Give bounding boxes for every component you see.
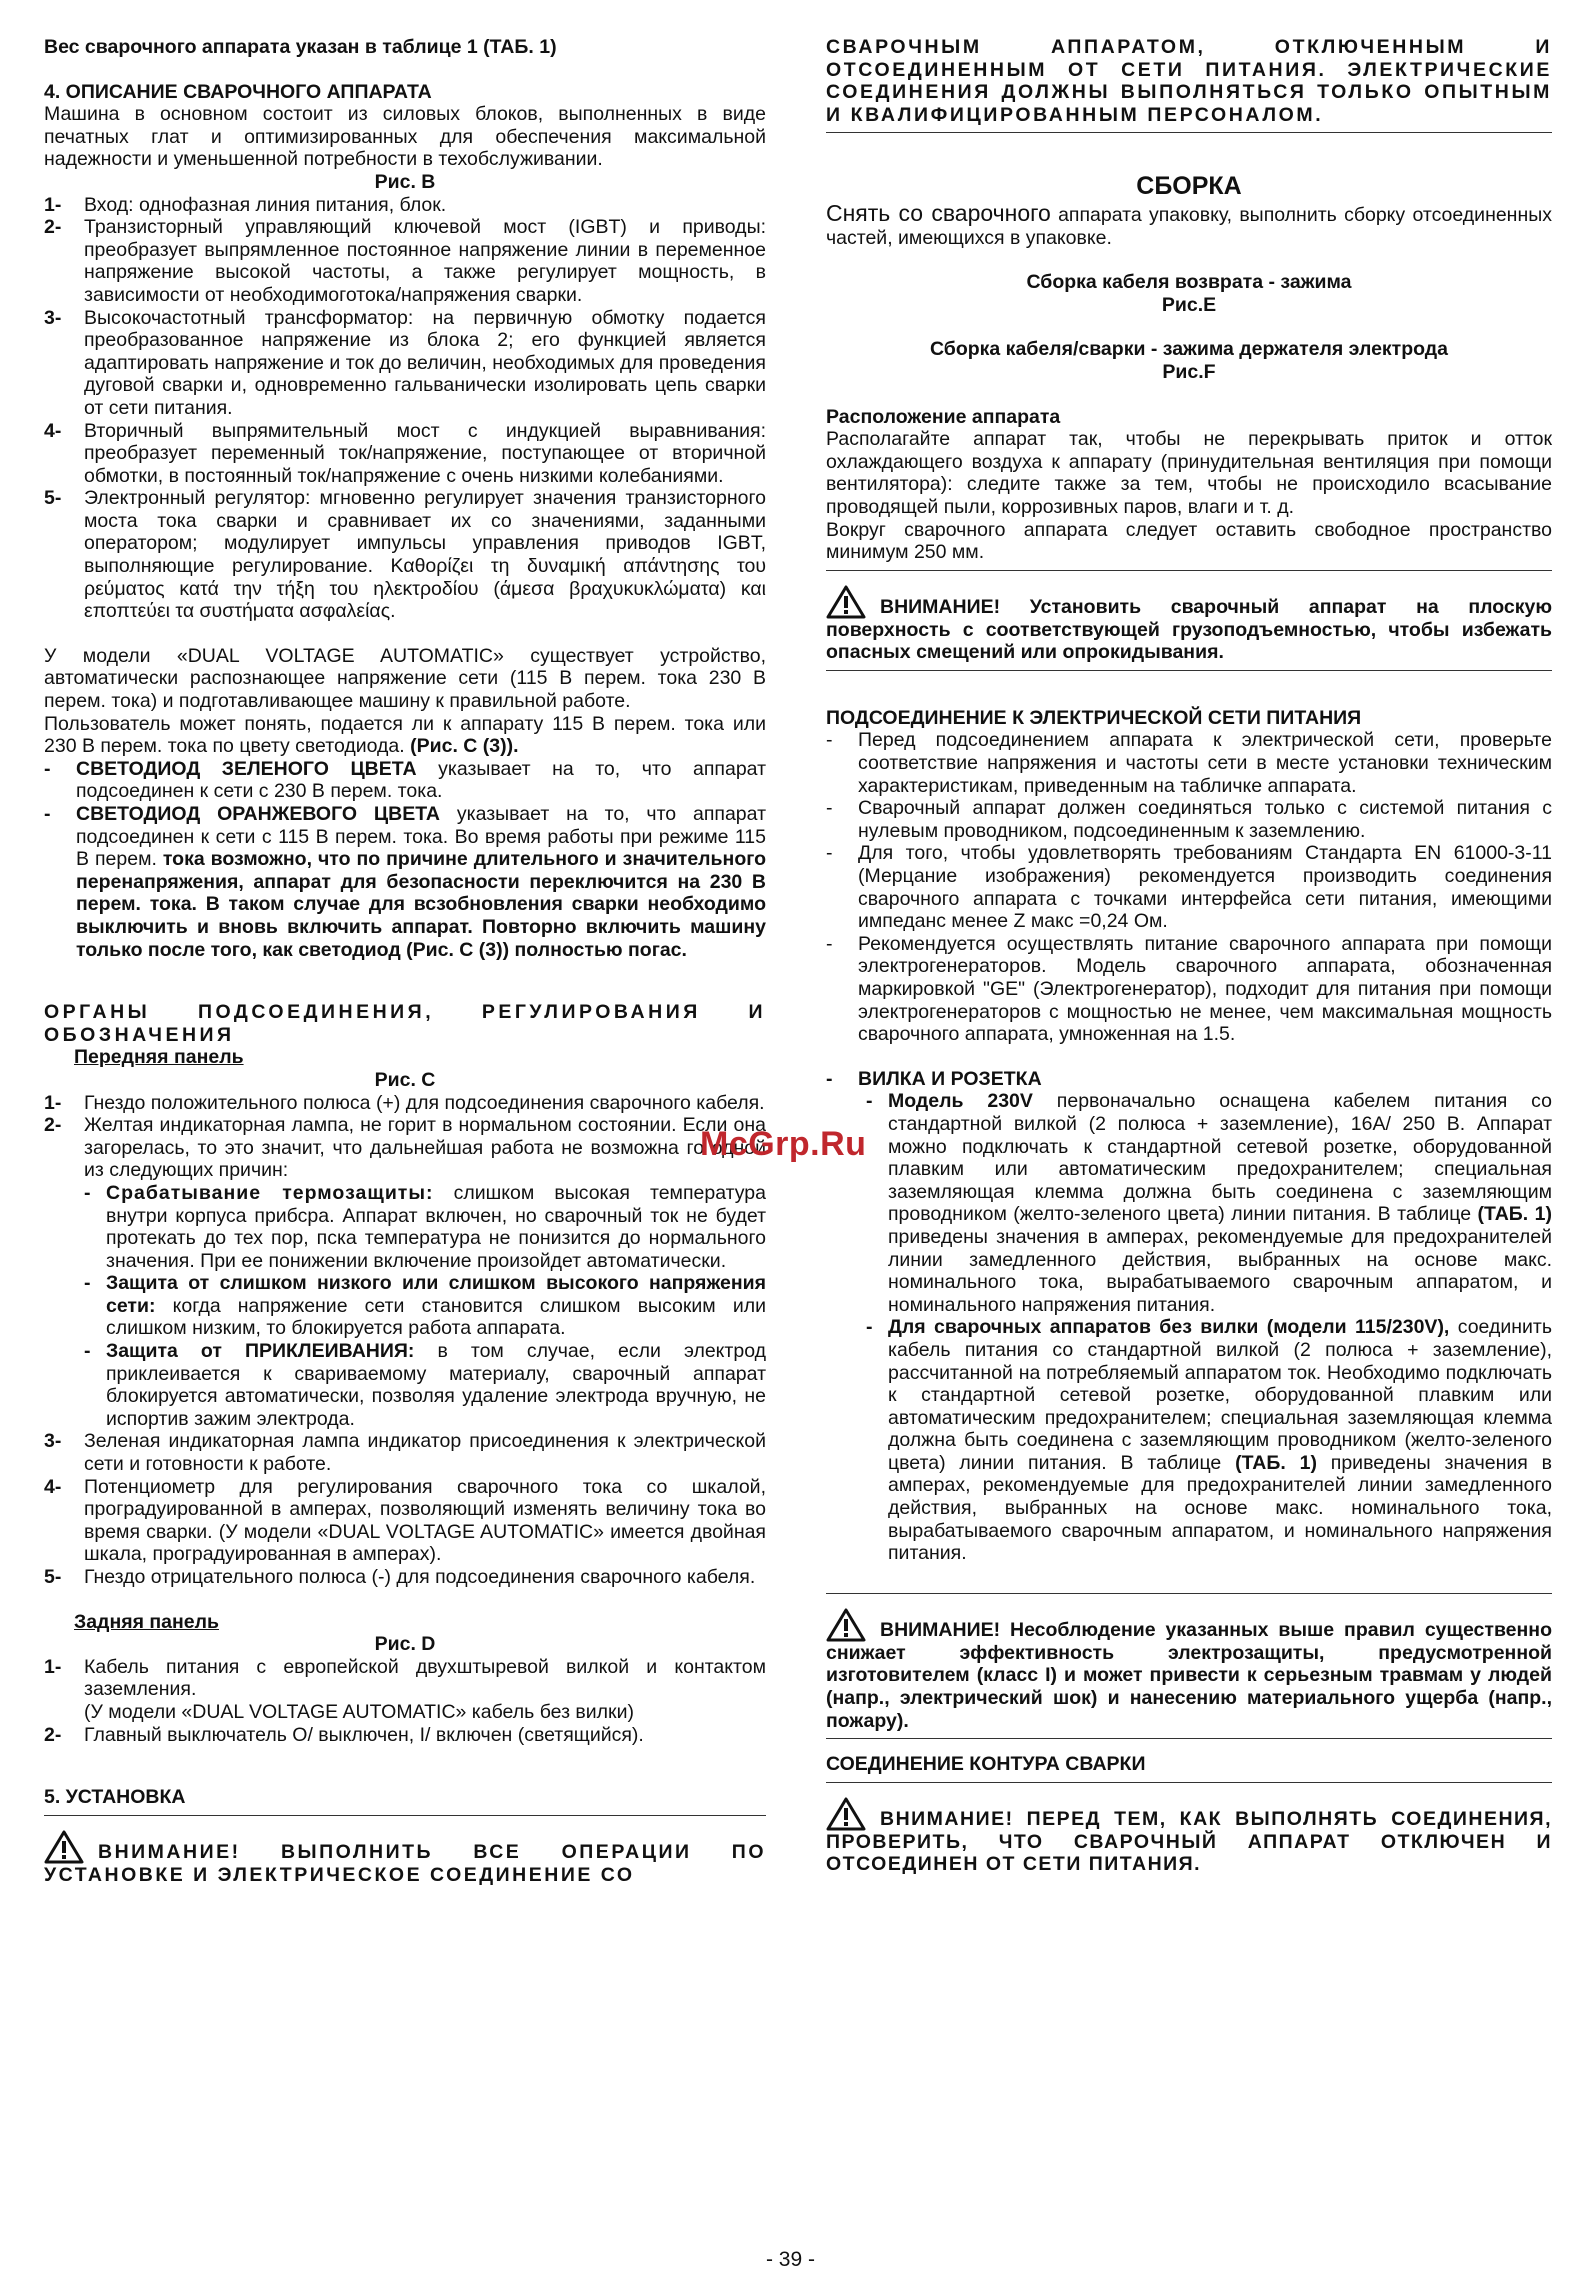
divider	[44, 1815, 766, 1816]
fig-b-item	[44, 216, 766, 306]
divider	[826, 1782, 1552, 1783]
fig-d-item-1: 1- Кабель питания с европейской двухштыревой вилкой и контактом заземления. (У модели «DUAL VOLTAGE AUTOMATIC» кабель без вилки)	[44, 1655, 766, 1723]
fig-c-item-4: 4- Потенциометр для регулирования сварочного тока со шкалой, проградуированной в амперах, позволяющий изменять величину тока во время сварки. (У модели «DUAL VOLTAGE AUTOMATIC» имеется двойная шкала, проградуированная в амперах).	[44, 1475, 766, 1566]
connection-item: - Перед подсоединением аппарата к электрической сети, проверьте соответствие напряжения и частоты сети в месте установки техническим характеристикам, приведенным на табличке аппарата.	[826, 729, 1552, 797]
plug-item-2: - Для сварочных аппаратов без вилки (модели 115/230V), соединить кабель питания со стандартной вилкой (2 полюса + заземление), рассчитанной на потребляемый аппаратом ток. Необходимо подключать к стандартной сетевой розетке, оборудованной плавким или автоматическим предохранителем; специальная заземляющая клемма должна быть соединена с заземляющим проводником (желто-зеленого цвета) линии питания. В таблице (ТАБ. 1) приведены значения в амперах, рекомендуемые для предохранителей линии замедленного действия, выбранных на основе макс. номинального тока, вырабатываемого сварочным аппаратом, и номинального напряжения питания.	[866, 1316, 1552, 1565]
organs-title: ОРГАНЫ ПОДСОЕДИНЕНИЯ, РЕГУЛИРОВАНИЯ И ОБОЗНАЧЕНИЯ	[44, 1001, 766, 1046]
divider	[826, 670, 1552, 671]
weld-circuit-title: СОЕДИНЕНИЕ КОНТУРА СВАРКИ	[826, 1753, 1146, 1776]
fig-b-item	[44, 420, 766, 488]
warning-icon	[826, 585, 866, 619]
user-led-text: Пользователь может понять, подается ли к аппарату 115 В перем. тока или 230 В перем. тока по цвету светодиода.	[44, 712, 766, 758]
return-cable-heading: Сборка кабеля возврата - зажима	[1026, 271, 1352, 294]
fig-c-item-5: 5- Гнездо отрицательного полюса (-) для подсоединения сварочного кабеля.	[44, 1566, 756, 1588]
connection-item: - Для того, чтобы удовлетворять требованиям Стандарта EN 61000-3-11 (Мерцание изображения) рекомендуется производить соединения сварочного аппарата с точками интерфейса сети питания, имеющими импеданс менее Z макс =0,24 Ом.	[826, 842, 1552, 933]
figure-e-label: Рис.E	[1161, 293, 1217, 316]
item-number: 4-	[44, 419, 62, 442]
user-led-paragraph	[44, 713, 766, 758]
user-led-figref: (Рис. C (3)).	[410, 735, 519, 758]
divider	[826, 1738, 1552, 1739]
assembly-title: СБОРКА	[1136, 172, 1242, 201]
section-4-intro: Машина в основном состоит из силовых блоков, выполненных в виде печатных глат и оптимизированных для обеспечения максимальной надежности и уменьшенной потребности в техобслуживании.	[44, 103, 766, 171]
power-connection-title: ПОДСОЕДИНЕНИЕ К ЭЛЕКТРИЧЕСКОЙ СЕТИ ПИТАНИЯ	[826, 706, 1362, 729]
safety-warning: ВНИМАНИЕ! Несоблюдение указанных выше правил существенно снижает эффективность электрозащиты, предусмотренной изготовителем (класс I) и может привести к серьезным травмам у людей (напр., электрический шок) и нанесению материального ущерба (напр., пожару).	[826, 1608, 1552, 1732]
warning-icon	[826, 1608, 866, 1642]
weight-note: Вес сварочного аппарата указан в таблице 1 (ТАБ. 1)	[44, 36, 557, 58]
section-4-title: 4. ОПИСАНИЕ СВАРОЧНОГО АППАРАТА	[44, 80, 432, 103]
figure-c-label: Рис. C	[374, 1068, 436, 1091]
placement-title: Расположение аппарата	[826, 405, 1061, 428]
connection-item-text: Сварочный аппарат должен соединяться только с системой питания с нулевым проводником, подсоединенным к заземлению.	[858, 797, 1552, 842]
watermark: McGrp.Ru	[700, 1125, 867, 1163]
surface-warning: ВНИМАНИЕ! Установить сварочный аппарат на плоскую поверхность с соответствующей грузоподъемностью, чтобы избежать опасных смещений или опрокидывания.	[826, 585, 1552, 664]
plug-title: ВИЛКА И РОЗЕТКА	[858, 1067, 1042, 1090]
fig-c-item-2c: - Защита от ПРИКЛЕИВАНИЯ: в том случае, если электрод приклеивается к свариваемому материалу, сварочный аппарат блокируется автоматически, позволяя удаление электрода вручную, не испортив зажим электрода.	[84, 1340, 767, 1430]
divider	[826, 570, 1552, 571]
placement-text: Располагайте аппарат так, чтобы не перекрывать приток и отток охлаждающего воздуха к аппарату (принудительная вентиляция при помощи вентилятора): следите также за тем, чтобы не происходило всасывание проводящей пыли, коррозивных паров, влаги и т. д.	[826, 428, 1552, 518]
plug-item-1: - Модель 230V первоначально оснащена кабелем питания со стандартной вилкой (2 полюса + заземление), 16A/ 250 В. Аппарат можно подключать к стандартной сетевой розетке, оборудованной плавким или автоматическим предохранителем; специальная заземляющая клемма должна быть соединена с заземляющим проводником (желто-зеленого цвета) линии питания. В таблице (ТАБ. 1) приведены значения в амперах, рекомендуемые для предохранителей линии замедленного действия, выбранных на основе макс. номинального тока, вырабатываемого сварочным аппаратом, и номинального напряжения питания.	[866, 1090, 1553, 1316]
warning-icon	[44, 1830, 84, 1864]
right-column	[826, 36, 1552, 1876]
power-connection-items	[826, 729, 1552, 1045]
dual-voltage-paragraph: У модели «DUAL VOLTAGE AUTOMATIC» существует устройство, автоматически распознающее напряжение сети (115 В перем. тока 230 В перем. тока) и подготавливающее машину к правильной работе.	[44, 644, 766, 713]
led-orange-item: - СВЕТОДИОД ОРАНЖЕВОГО ЦВЕТА указывает на то, что аппарат подсоединен к сети с 115 В перем. тока. Во время работы при режиме 115 В перем. тока возможно, что по причине длительного и значительного перенапряжения, аппарат для безопасности переключится на 230 В перем. тока. В таком случае для всзобновления сварки необходимо выключить и вновь включить аппарат. Повторно включить машину только после того, как светодиод (Рис. C (3)) полностью погас.	[44, 803, 767, 961]
fig-c-item-1: 1- Гнездо положительного полюса (+) для подсоединения сварочного кабеля.	[44, 1091, 765, 1114]
page-number: - 39 -	[765, 2248, 815, 2271]
item-number: 3-	[44, 306, 62, 329]
fig-b-item	[44, 194, 766, 217]
fig-c-item-3: 3- Зеленая индикаторная лампа индикатор присоединения к электрической сети и готовности к работе.	[44, 1430, 766, 1476]
item-number: 1-	[44, 193, 62, 216]
item-number: 5-	[44, 487, 62, 510]
fig-b-item	[44, 487, 766, 623]
item-text: Электронный регулятор: мгновенно регулирует значения транзисторного моста тока сварки и сравнивает их со значениями, заданными оператором; модулирует импульсы управления приводов IGBT, выполняющие регулирование. Καθορίζει τη δυναμική απάντησης του ρεύματος κατά την τήξη του ηλεκτροδίου (άμεσα βραχυκυκλώματα) και εποπτεύει τα συστήματα ασφαλείας.	[84, 487, 766, 623]
left-column	[44, 36, 766, 1886]
item-text: Высокочастотный трансформатор: на первичную обмотку подается преобразованное напряжение из блока 2; его функцией является адаптировать напряжение и ток до величин, необходимых для проведения дуговой сварки и, одновременно гальванически изолировать цепь сварки от сети питания.	[84, 306, 766, 419]
item-number: 2-	[44, 216, 62, 239]
led-orange-text: указывает на то, что аппарат подсоединен к сети с 115 В перем. тока. Во время работы при режиме 115 В перем.	[76, 803, 766, 871]
connection-item-text: Перед подсоединением аппарата к электрической сети, проверьте соответствие напряжения и частоты сети в месте установки техническим характеристикам, приведенным на табличке аппарата.	[858, 729, 1552, 797]
placement-text-2: Вокруг сварочного аппарата следует оставить свободное пространство минимум 250 мм.	[826, 518, 1552, 564]
item-text: Вход: однофазная линия питания, блок.	[84, 193, 447, 216]
warning-icon	[826, 1797, 866, 1831]
weld-cable-heading: Сборка кабеля/сварки - зажима держателя электрода	[929, 338, 1449, 361]
figure-d-label: Рис. D	[374, 1633, 436, 1656]
install-warning: ВНИМАНИЕ! ВЫПОЛНИТЬ ВСЕ ОПЕРАЦИИ ПО УСТАНОВКЕ И ЭЛЕКТРИЧЕСКОЕ СОЕДИНЕНИЕ СО	[44, 1830, 766, 1887]
led-green-item: - СВЕТОДИОД ЗЕЛЕНОГО ЦВЕТА указывает на то, что аппарат подсоединен к сети с 230 В перем. тока.	[44, 757, 767, 803]
connection-item-text: Рекомендуется осуществлять питание сварочного аппарата при помощи электрогенераторов. Модель сварочного аппарата, обозначенная маркировкой "GE" (Электрогенератор), подходит для питания при помощи электрогенераторов с мощностью не менее, чем максимальная мощность сварочного аппарата, умноженная на 1.5.	[858, 932, 1552, 1046]
front-panel-heading: Передняя панель	[74, 1046, 244, 1069]
led-green-label: СВЕТОДИОД ЗЕЛЕНОГО ЦВЕТА	[76, 757, 417, 780]
circuit-warning: ВНИМАНИЕ! ПЕРЕД ТЕМ, КАК ВЫПОЛНЯТЬ СОЕДИНЕНИЯ, ПРОВЕРИТЬ, ЧТО СВАРОЧНЫЙ АППАРАТ ОТКЛЮЧЕН И ОТСОЕДИНЕН ОТ СЕТИ ПИТАНИЯ.	[826, 1797, 1552, 1876]
fig-c-item-2b: - Защита от слишком низкого или слишком высокого напряжения сети: когда напряжение сети становится слишком высоким или слишком низким, то блокируется работа аппарата.	[84, 1272, 766, 1340]
connection-item: - Сварочный аппарат должен соединяться только с системой питания с нулевым проводником, подсоединенным к заземлению.	[826, 797, 1552, 842]
plug-section: - ВИЛКА И РОЗЕТКА	[826, 1068, 1552, 1091]
divider	[826, 1593, 1552, 1594]
rear-panel-heading: Задняя панель	[74, 1610, 220, 1633]
figure-b-items	[44, 194, 766, 623]
connection-item-text: Для того, чтобы удовлетворять требованиям Стандарта EN 61000-3-11 (Мерцание изображения) рекомендуется производить соединения сварочного аппарата с точками интерфейса сети питания, имеющими импеданс менее Z макс =0,24 Ом.	[858, 842, 1552, 933]
item-text: Вторичный выпрямительный мост с индукцией выравнивания: преобразует переменный ток/напряжение, поступающее от вторичной обмотки, в постоянный ток/напряжение с очень низкими колебаниями.	[84, 419, 766, 487]
disconnect-warning-cont: СВАРОЧНЫМ АППАРАТОМ, ОТКЛЮЧЕННЫМ И ОТСОЕДИНЕННЫМ ОТ СЕТИ ПИТАНИЯ. ЭЛЕКТРИЧЕСКИЕ СОЕДИНЕНИЯ ДОЛЖНЫ ВЫПОЛНЯТЬСЯ ТОЛЬКО ОПЫТНЫМ И КВАЛИФИЦИРОВАННЫМ ПЕРСОНАЛОМ.	[826, 36, 1552, 126]
fig-c-item-2: 2- Желтая индикаторная лампа, не горит в нормальном состоянии. Если она загорелась, то это значит, что дальнейшая работа не возможна го одной из следующих причин:	[44, 1114, 766, 1182]
connection-item: - Рекомендуется осуществлять питание сварочного аппарата при помощи электрогенераторов. Модель сварочного аппарата, обозначенная маркировкой "GE" (Электрогенератор), подходит для питания при помощи электрогенераторов с мощностью не менее, чем максимальная мощность сварочного аппарата, умноженная на 1.5.	[826, 932, 1552, 1046]
section-5-title: 5. УСТАНОВКА	[44, 1786, 186, 1809]
led-green-text: указывает на то, что аппарат подсоединен к сети с 230 В перем. тока.	[76, 757, 767, 803]
fig-d-item-2: 2- Главный выключатель O/ выключен, I/ включен (светящийся).	[44, 1723, 644, 1746]
fig-c-item-2a: - Срабатывание термозащиты: слишком высокая температура внутри корпуса прибсра. Аппарат включен, но сварочный ток не будет протекать до тех пор, пска температура не понизится до нормального значения. При ее понижении включение произойдет автоматически.	[84, 1181, 766, 1272]
led-orange-warning: тока возможно, что по причине длительного и значительного перенапряжения, аппарат для безопасности переключится на 230 В перем. тока. В таком случае для всзобновления сварки необходимо выключить и вновь включить аппарат. Повторно включить машину только после того, как светодиод (Рис. C (3)) полностью погас.	[76, 848, 767, 961]
fig-b-item	[44, 307, 766, 420]
assembly-text: Снять со сварочного аппарата упаковку, выполнить сборку отсоединенных частей, имеющихся в упаковке.	[826, 199, 1552, 249]
figure-f-label: Рис.F	[1162, 360, 1216, 383]
item-text: Транзисторный управляющий ключевой мост (IGBT) и приводы: преобразует выпрямленное постоянное напряжение линии в переменное напряжение высокой частоты, а также регулирует мощность, в зависимости от необходимоготока/напряжения сварки.	[84, 216, 766, 306]
figure-b-label: Рис. B	[374, 170, 436, 193]
divider	[826, 132, 1552, 133]
led-orange-label: СВЕТОДИОД ОРАНЖЕВОГО ЦВЕТА	[76, 803, 441, 825]
